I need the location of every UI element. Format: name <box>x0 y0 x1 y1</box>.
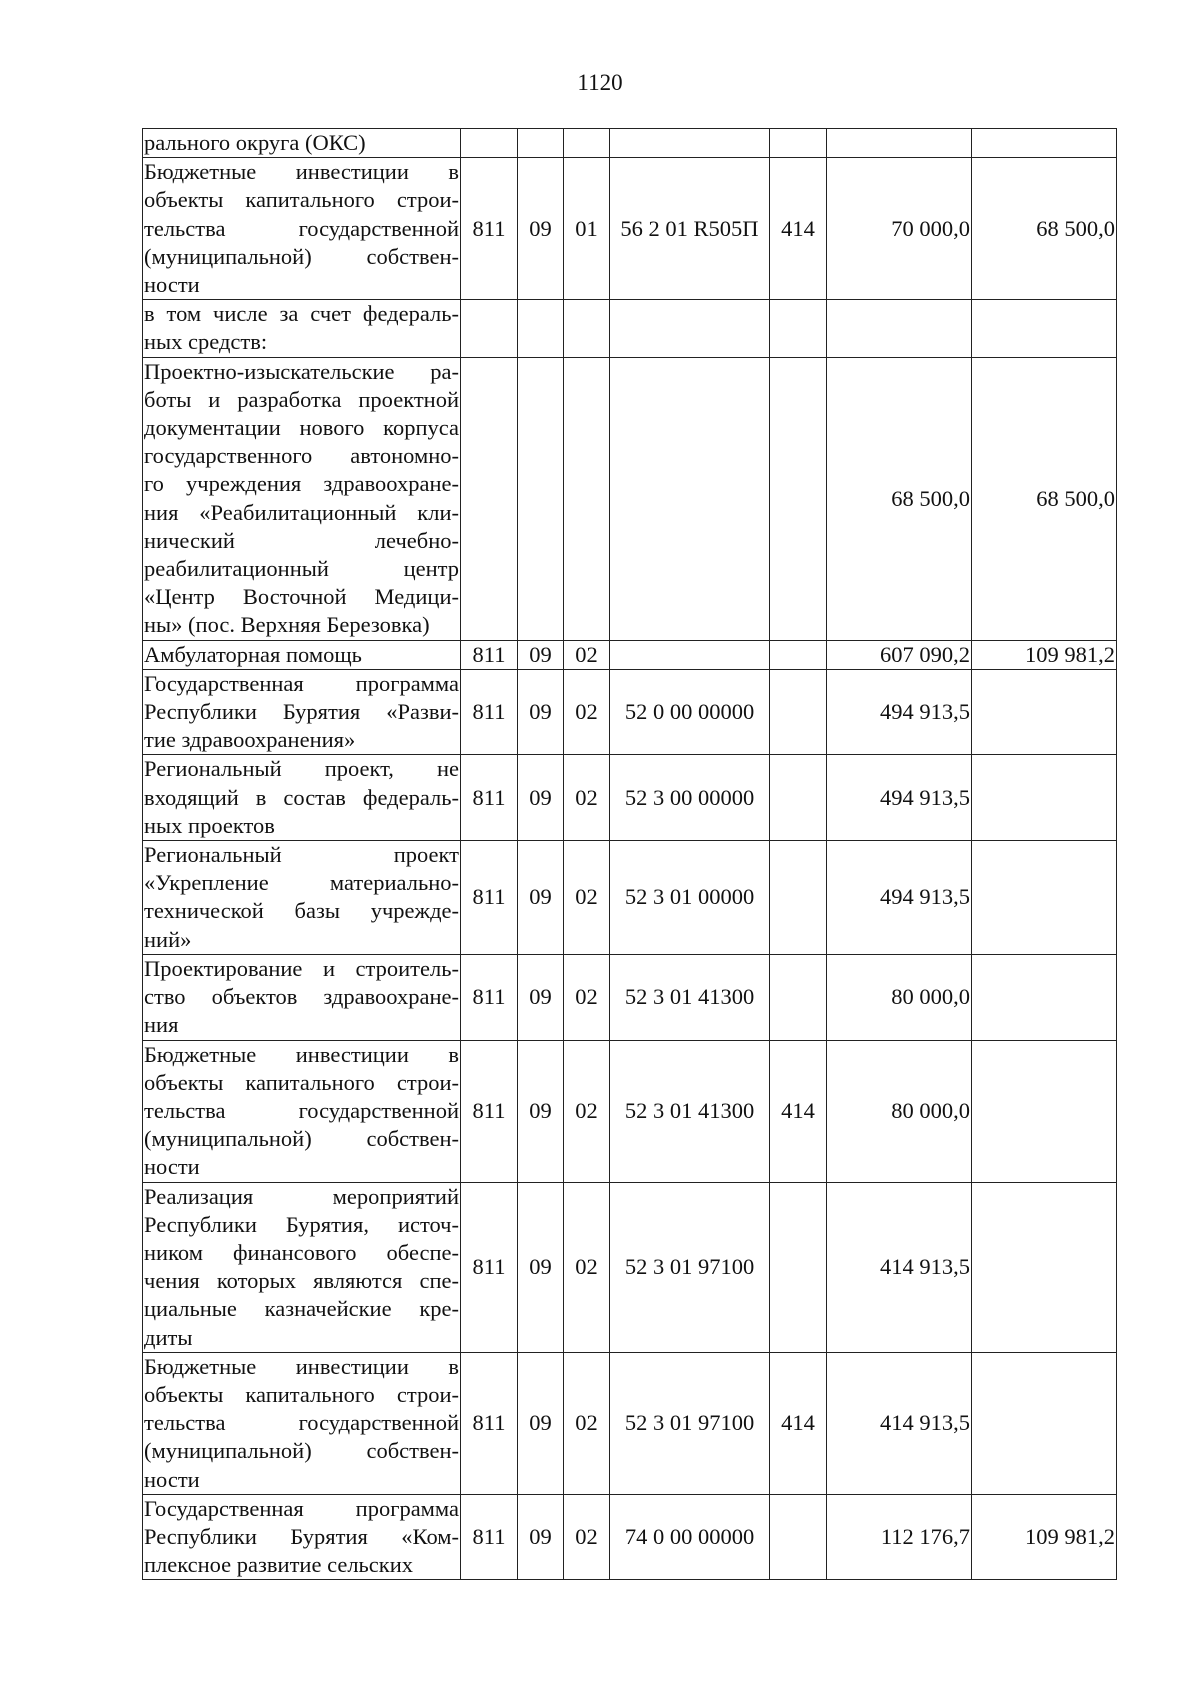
expense-type-cell <box>770 129 827 158</box>
grbs-cell: 811 <box>461 755 518 841</box>
row-name-line: тельства государственной <box>144 1410 459 1436</box>
row-name-line: объекты капитального строи- <box>144 1381 459 1407</box>
amount-year1-cell: 112 176,7 <box>827 1494 972 1580</box>
page-number: 1120 <box>577 70 623 95</box>
row-name-cell <box>143 841 461 955</box>
table-row <box>143 1182 1117 1352</box>
subsection-cell <box>564 357 610 640</box>
target-article-cell <box>610 640 770 669</box>
grbs-cell: 811 <box>461 954 518 1040</box>
target-article-cell: 74 0 00 00000 <box>610 1494 770 1580</box>
target-article-cell: 56 2 01 R505П <box>610 158 770 300</box>
section-cell: 09 <box>518 158 564 300</box>
expense-type-cell <box>770 300 827 357</box>
section-cell: 09 <box>518 1182 564 1352</box>
expense-type-cell <box>770 640 827 669</box>
row-name-line: Бюджетные инвестиции в <box>144 159 459 185</box>
row-name-line: ности <box>144 1466 200 1492</box>
amount-year1-cell: 70 000,0 <box>827 158 972 300</box>
row-name-line: Республики Бурятия «Разви- <box>144 699 459 725</box>
row-name-line: Республики Бурятия, источ- <box>144 1211 459 1237</box>
row-name-line: Бюджетные инвестиции в <box>144 1041 459 1067</box>
row-name-line: диты <box>144 1324 193 1350</box>
amount-year1-cell: 414 913,5 <box>827 1352 972 1494</box>
row-name-line: го учреждения здравоохране- <box>144 471 459 497</box>
table-row <box>143 357 1117 640</box>
row-name-line: технической базы учрежде- <box>144 898 459 924</box>
row-name-line: Реализация мероприятий <box>144 1183 459 1209</box>
amount-year2-cell <box>972 300 1117 357</box>
row-name-line: Государственная программа <box>144 670 459 696</box>
target-article-cell <box>610 300 770 357</box>
row-name-line: чения которых являются спе- <box>144 1268 459 1294</box>
amount-year2-cell <box>972 669 1117 755</box>
row-name-line: Бюджетные инвестиции в <box>144 1353 459 1379</box>
row-name-line: Проектирование и строитель- <box>144 955 459 981</box>
row-name-line: тельства государственной <box>144 1097 459 1123</box>
amount-year1-cell: 494 913,5 <box>827 755 972 841</box>
section-cell: 09 <box>518 1352 564 1494</box>
amount-year1-cell: 414 913,5 <box>827 1182 972 1352</box>
table-row <box>143 841 1117 955</box>
row-name-line: входящий в состав федераль- <box>144 784 459 810</box>
section-cell: 09 <box>518 755 564 841</box>
row-name-line: плексное развитие сельских <box>144 1552 414 1578</box>
section-cell <box>518 129 564 158</box>
row-name-cell <box>143 640 461 669</box>
amount-year1-cell: 494 913,5 <box>827 669 972 755</box>
subsection-cell: 02 <box>564 1040 610 1182</box>
row-name-line: ния «Реабилитационный кли- <box>144 499 459 525</box>
amount-year2-cell: 109 981,2 <box>972 1494 1117 1580</box>
grbs-cell: 811 <box>461 841 518 955</box>
row-name-cell <box>143 1182 461 1352</box>
expense-type-cell <box>770 1494 827 1580</box>
grbs-cell: 811 <box>461 158 518 300</box>
amount-year2-cell <box>972 954 1117 1040</box>
row-name-line: тие здравоохранения» <box>144 727 356 753</box>
budget-table-body <box>143 129 1117 1580</box>
row-name-line: Амбулаторная помощь <box>144 641 362 667</box>
table-row <box>143 158 1117 300</box>
section-cell: 09 <box>518 954 564 1040</box>
row-name-cell <box>143 357 461 640</box>
target-article-cell: 52 3 01 00000 <box>610 841 770 955</box>
row-name-line: циальные казначейские кре- <box>144 1296 459 1322</box>
grbs-cell: 811 <box>461 1494 518 1580</box>
amount-year1-cell: 494 913,5 <box>827 841 972 955</box>
row-name-line: государственного автономно- <box>144 443 459 469</box>
table-row <box>143 640 1117 669</box>
subsection-cell: 02 <box>564 669 610 755</box>
amount-year2-cell: 109 981,2 <box>972 640 1117 669</box>
amount-year2-cell <box>972 1040 1117 1182</box>
subsection-cell: 02 <box>564 1494 610 1580</box>
row-name-cell <box>143 1494 461 1580</box>
row-name-line: (муниципальной) собствен- <box>144 1438 459 1464</box>
row-name-cell <box>143 300 461 357</box>
subsection-cell: 02 <box>564 640 610 669</box>
subsection-cell: 02 <box>564 755 610 841</box>
row-name-cell <box>143 954 461 1040</box>
row-name-line: «Центр Восточной Медици- <box>144 584 459 610</box>
amount-year1-cell: 80 000,0 <box>827 1040 972 1182</box>
subsection-cell: 02 <box>564 954 610 1040</box>
row-name-line: в том числе за счет федераль- <box>144 301 459 327</box>
target-article-cell: 52 3 00 00000 <box>610 755 770 841</box>
expense-type-cell <box>770 841 827 955</box>
row-name-line: боты и разработка проектной <box>144 386 459 412</box>
expense-type-cell <box>770 357 827 640</box>
grbs-cell: 811 <box>461 640 518 669</box>
target-article-cell <box>610 357 770 640</box>
subsection-cell <box>564 129 610 158</box>
row-name-line: рального округа (ОКС) <box>144 130 366 155</box>
section-cell: 09 <box>518 1494 564 1580</box>
row-name-line: объекты капитального строи- <box>144 187 459 213</box>
row-name-line: Проектно-изыскательские ра- <box>144 358 459 384</box>
section-cell: 09 <box>518 640 564 669</box>
amount-year2-cell <box>972 841 1117 955</box>
target-article-cell: 52 3 01 41300 <box>610 954 770 1040</box>
amount-year1-cell: 607 090,2 <box>827 640 972 669</box>
target-article-cell: 52 3 01 97100 <box>610 1352 770 1494</box>
row-name-line: тельства государственной <box>144 215 459 241</box>
row-name-cell <box>143 129 461 158</box>
table-row <box>143 755 1117 841</box>
target-article-cell <box>610 129 770 158</box>
section-cell <box>518 300 564 357</box>
expense-type-cell <box>770 669 827 755</box>
grbs-cell <box>461 300 518 357</box>
expense-type-cell <box>770 1182 827 1352</box>
row-name-line: ности <box>144 272 200 298</box>
subsection-cell: 02 <box>564 1182 610 1352</box>
row-name-cell <box>143 755 461 841</box>
table-row <box>143 954 1117 1040</box>
expense-type-cell: 414 <box>770 158 827 300</box>
row-name-line: ния <box>144 1012 179 1038</box>
grbs-cell: 811 <box>461 1352 518 1494</box>
row-name-line: ных проектов <box>144 812 275 838</box>
subsection-cell <box>564 300 610 357</box>
target-article-cell: 52 3 01 97100 <box>610 1182 770 1352</box>
table-row <box>143 669 1117 755</box>
subsection-cell: 02 <box>564 841 610 955</box>
section-cell <box>518 357 564 640</box>
table-row <box>143 129 1117 158</box>
subsection-cell: 01 <box>564 158 610 300</box>
budget-table <box>142 128 1117 1580</box>
grbs-cell <box>461 129 518 158</box>
grbs-cell: 811 <box>461 1182 518 1352</box>
grbs-cell: 811 <box>461 1040 518 1182</box>
grbs-cell <box>461 357 518 640</box>
amount-year2-cell <box>972 129 1117 158</box>
subsection-cell: 02 <box>564 1352 610 1494</box>
amount-year2-cell <box>972 755 1117 841</box>
row-name-cell <box>143 1040 461 1182</box>
row-name-line: реабилитационный центр <box>144 556 459 582</box>
amount-year1-cell <box>827 300 972 357</box>
table-row <box>143 1040 1117 1182</box>
row-name-line: Республики Бурятия «Ком- <box>144 1523 459 1549</box>
row-name-line: ство объектов здравоохране- <box>144 984 459 1010</box>
table-row <box>143 1494 1117 1580</box>
amount-year1-cell: 80 000,0 <box>827 954 972 1040</box>
amount-year1-cell: 68 500,0 <box>827 357 972 640</box>
amount-year2-cell: 68 500,0 <box>972 158 1117 300</box>
table-row <box>143 1352 1117 1494</box>
row-name-line: Государственная программа <box>144 1495 459 1521</box>
row-name-cell <box>143 1352 461 1494</box>
target-article-cell: 52 3 01 41300 <box>610 1040 770 1182</box>
section-cell: 09 <box>518 669 564 755</box>
expense-type-cell <box>770 755 827 841</box>
amount-year2-cell: 68 500,0 <box>972 357 1117 640</box>
section-cell: 09 <box>518 841 564 955</box>
row-name-line: документации нового корпуса <box>144 415 459 441</box>
amount-year2-cell <box>972 1352 1117 1494</box>
row-name-line: ных средств: <box>144 329 268 355</box>
row-name-line: Региональный проект <box>144 842 459 868</box>
row-name-line: ности <box>144 1154 200 1180</box>
target-article-cell: 52 0 00 00000 <box>610 669 770 755</box>
section-cell: 09 <box>518 1040 564 1182</box>
amount-year2-cell <box>972 1182 1117 1352</box>
row-name-line: «Укрепление материально- <box>144 870 459 896</box>
expense-type-cell: 414 <box>770 1352 827 1494</box>
grbs-cell: 811 <box>461 669 518 755</box>
row-name-line: ны» (пос. Верхняя Березовка) <box>144 612 430 638</box>
row-name-line: объекты капитального строи- <box>144 1069 459 1095</box>
table-row <box>143 300 1117 357</box>
row-name-line: (муниципальной) собствен- <box>144 1126 459 1152</box>
row-name-line: ником финансового обеспе- <box>144 1239 459 1265</box>
expense-type-cell <box>770 954 827 1040</box>
amount-year1-cell <box>827 129 972 158</box>
row-name-line: ний» <box>144 926 192 952</box>
row-name-cell <box>143 158 461 300</box>
row-name-cell <box>143 669 461 755</box>
row-name-line: нический лечебно- <box>144 527 459 553</box>
row-name-line: Региональный проект, не <box>144 756 459 782</box>
expense-type-cell: 414 <box>770 1040 827 1182</box>
row-name-line: (муниципальной) собствен- <box>144 243 459 269</box>
